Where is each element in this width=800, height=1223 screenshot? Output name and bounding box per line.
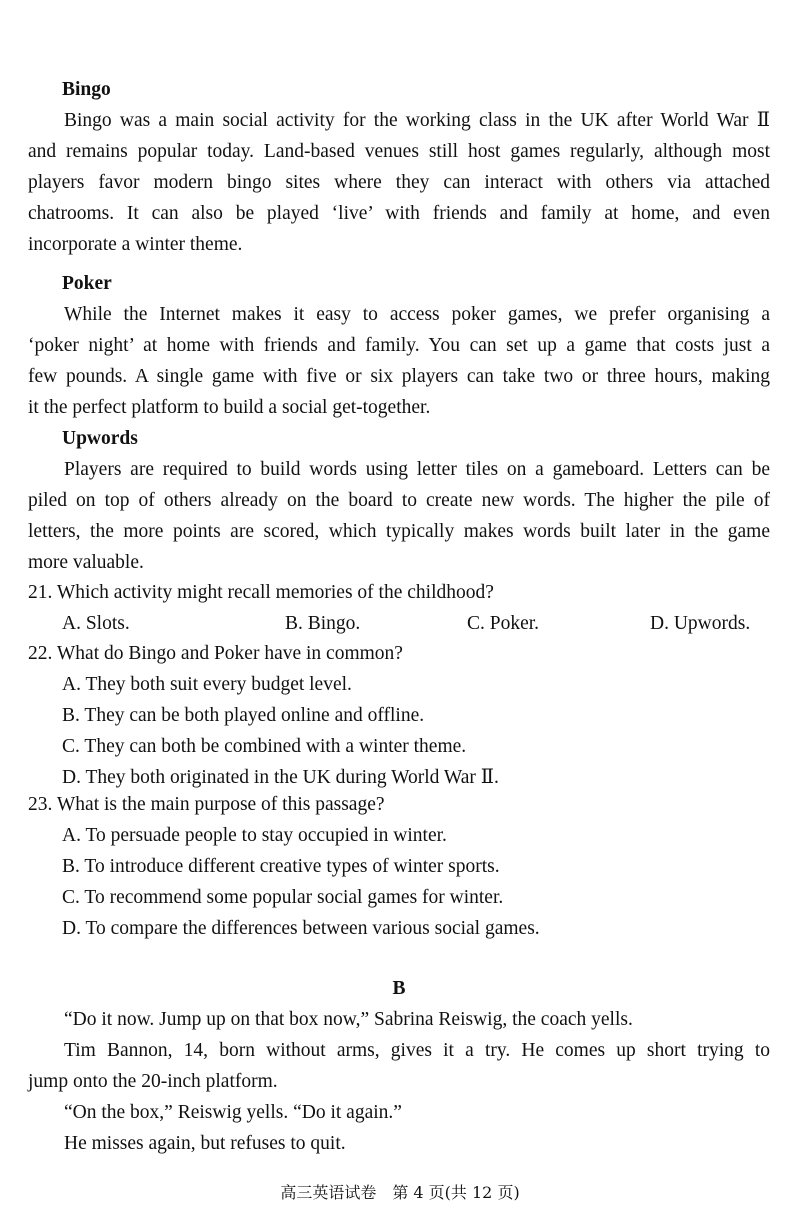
option: A. Slots. — [62, 613, 130, 634]
question-22 — [28, 638, 770, 793]
text-line: it the perfect platform to build a social get-together. — [28, 397, 431, 418]
question-23 — [28, 789, 770, 944]
text-line: letters, the more points are scored, which typically makes words built later in the game — [28, 521, 770, 542]
option: D. To compare the differences between various social games. — [62, 918, 540, 939]
question-stem: 22. What do Bingo and Poker have in common? — [28, 643, 403, 664]
text-line: ‘poker night’ at home with friends and family. You can set up a game that costs just a — [28, 335, 770, 356]
option: B. To introduce different creative types of winter sports. — [62, 856, 500, 877]
part-heading: B — [392, 978, 406, 999]
text-line: and remains popular today. Land-based venues still host games regularly, although most — [28, 141, 770, 162]
text-line: chatrooms. It can also be played ‘live’ with friends and family at home, and even — [28, 203, 770, 224]
section-poker — [28, 268, 770, 423]
section-title: Poker — [62, 273, 112, 294]
question-stem: 21. Which activity might recall memories of the childhood? — [28, 582, 494, 603]
text-line: piled on top of others already on the board to create new words. The higher the pile of — [28, 490, 770, 511]
section-bingo — [28, 74, 770, 260]
text-line: few pounds. A single game with five or six players can take two or three hours, making — [28, 366, 770, 387]
text-line: Players are required to build words using letter tiles on a gameboard. Letters can be — [64, 459, 770, 480]
option: B. Bingo. — [285, 613, 361, 634]
text-line: Tim Bannon, 14, born without arms, gives it a try. He comes up short trying to — [64, 1040, 770, 1061]
option: A. To persuade people to stay occupied in winter. — [62, 825, 447, 846]
section-upwords — [28, 423, 770, 578]
option: C. To recommend some popular social games for winter. — [62, 887, 504, 908]
section-title: Bingo — [62, 79, 111, 100]
option: C. They can both be combined with a winter theme. — [62, 736, 467, 757]
text-line: jump onto the 20-inch platform. — [28, 1071, 278, 1092]
text-line: Bingo was a main social activity for the working class in the UK after World War Ⅱ — [64, 110, 770, 131]
text-line: “Do it now. Jump up on that box now,” Sabrina Reiswig, the coach yells. — [64, 1009, 633, 1030]
option: B. They can be both played online and offline. — [62, 705, 425, 726]
text-line: more valuable. — [28, 552, 144, 573]
options-row — [28, 608, 770, 639]
option: D. Upwords. — [650, 613, 751, 634]
text-line: incorporate a winter theme. — [28, 234, 243, 255]
text-line: “On the box,” Reiswig yells. “Do it again.” — [64, 1102, 402, 1123]
part-b — [28, 973, 770, 1159]
option: C. Poker. — [467, 613, 540, 634]
option: A. They both suit every budget level. — [62, 674, 352, 695]
question-21 — [28, 577, 770, 639]
page-footer: 高三英语试卷 第 4 页(共 12 页) — [280, 1183, 520, 1202]
question-stem: 23. What is the main purpose of this passage? — [28, 794, 385, 815]
text-line: players favor modern bingo sites where they can interact with others via attached — [28, 172, 770, 193]
text-line: He misses again, but refuses to quit. — [64, 1133, 346, 1154]
option: D. They both originated in the UK during World War Ⅱ. — [62, 767, 499, 788]
text-line: While the Internet makes it easy to access poker games, we prefer organising a — [64, 304, 770, 325]
section-title: Upwords — [62, 428, 138, 449]
